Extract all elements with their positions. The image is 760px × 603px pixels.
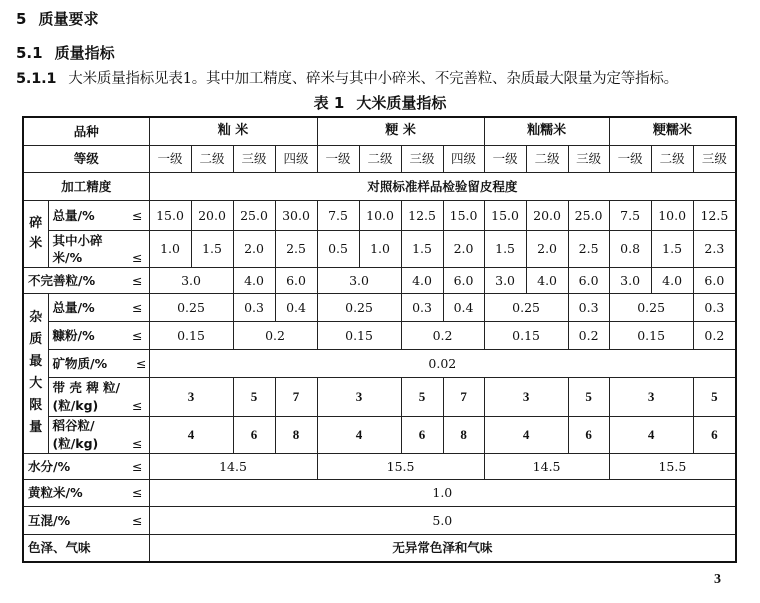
label-text: 总量/% [52,207,95,223]
variety-japonica-glutinous: 粳糯米 [609,117,736,145]
broken-total-row [23,200,736,230]
label-line2: (粒/kg) [52,397,99,413]
value-cell: 0.2 [568,321,609,349]
value-cell: 20.0 [191,200,233,230]
moisture-label [23,453,149,479]
label-line1: 其中小碎 [52,232,103,248]
label-line2: 米/% [52,249,83,265]
value-cell: 20.0 [526,200,568,230]
label-line1: 稻谷粒/ [52,417,95,433]
label-text: 总量/% [52,299,95,315]
value-cell: 4 [317,416,401,453]
value-cell: 15.5 [609,453,736,479]
value-cell: 25.0 [568,200,609,230]
value-cell: 3 [484,377,568,416]
section-number: 5 [16,10,27,28]
value-cell: 15.0 [149,200,191,230]
value-cell: 6 [401,416,443,453]
value-cell: 0.25 [484,293,568,321]
value-cell: 14.5 [484,453,609,479]
yellow-label [23,479,149,506]
value-cell: 1.0 [149,230,191,267]
value-cell: 0.25 [609,293,693,321]
broken-small-row [23,230,736,267]
value-cell: 1.0 [149,479,736,506]
grade-cell: 四级 [275,145,317,172]
value-cell: 0.15 [609,321,693,349]
value-cell: 0.15 [149,321,233,349]
color-odor-label: 色泽、气味 [23,534,149,562]
value-cell: 0.25 [149,293,233,321]
mixing-label [23,506,149,534]
value-cell: 0.5 [317,230,359,267]
broken-group-text: 碎米 [29,215,43,251]
rice-quality-table [22,116,737,563]
bran-label [48,321,149,349]
value-cell: 25.0 [233,200,275,230]
value-cell: 4.0 [401,267,443,293]
value-cell: 4 [484,416,568,453]
value-cell: 0.3 [233,293,275,321]
value-cell: 3.0 [484,267,526,293]
broken-total-label [48,200,149,230]
subsection-title: 质量指标 [54,44,115,62]
grade-cell: 二级 [191,145,233,172]
value-cell: 4 [149,416,233,453]
processing-label: 加工精度 [23,172,149,200]
value-cell: 3.0 [149,267,233,293]
value-cell: 0.15 [484,321,568,349]
value-cell: 3.0 [317,267,401,293]
group-char: 大 [29,376,43,391]
le-sign: ≤ [132,435,143,451]
grade-cell: 三级 [401,145,443,172]
le-sign: ≤ [132,327,143,343]
value-cell: 0.02 [149,349,736,377]
value-cell: 无异常色泽和气味 [149,534,736,562]
impurity-total-row [23,293,736,321]
value-cell: 6.0 [693,267,736,293]
subsection-number: 5.1 [16,44,43,62]
value-cell: 7 [275,377,317,416]
value-cell: 10.0 [651,200,693,230]
bran-row [23,321,736,349]
grade-cell: 一级 [149,145,191,172]
barnyard-label [48,377,149,416]
label-line2: (粒/kg) [52,435,99,451]
value-cell: 5.0 [149,506,736,534]
value-cell: 4.0 [526,267,568,293]
value-cell: 2.0 [443,230,484,267]
section-title: 质量要求 [38,10,99,28]
value-cell: 1.5 [651,230,693,267]
section-heading [16,8,98,29]
value-cell: 15.5 [317,453,484,479]
variety-row [23,117,736,145]
le-sign: ≤ [136,355,147,371]
value-cell: 8 [275,416,317,453]
grade-cell: 三级 [568,145,609,172]
value-cell: 3 [317,377,401,416]
le-sign: ≤ [132,512,143,528]
subsection-heading [16,42,115,63]
label-text: 矿物质/% [52,355,108,371]
le-sign: ≤ [132,272,143,288]
le-sign: ≤ [132,207,143,223]
clause-paragraph [16,67,678,88]
value-cell: 6.0 [275,267,317,293]
value-cell: 7.5 [609,200,651,230]
value-cell: 2.5 [568,230,609,267]
grade-cell: 二级 [359,145,401,172]
value-cell: 14.5 [149,453,317,479]
group-char: 限 [29,398,43,413]
value-cell: 0.25 [317,293,401,321]
value-cell: 6 [693,416,736,453]
paddy-label [48,416,149,453]
label-line1: 带 壳 稗 粒/ [52,379,121,395]
imperfect-row [23,267,736,293]
group-char: 量 [29,420,43,435]
mixing-row [23,506,736,534]
variety-indica: 籼 米 [149,117,317,145]
grade-cell: 三级 [693,145,736,172]
processing-value: 对照标准样品检验留皮程度 [149,172,736,200]
value-cell: 2.0 [233,230,275,267]
value-cell: 0.4 [443,293,484,321]
value-cell: 10.0 [359,200,401,230]
value-cell: 1.0 [359,230,401,267]
group-char: 最 [29,354,43,369]
label-text: 不完善粒/% [28,272,96,288]
grade-row [23,145,736,172]
impurity-total-label [48,293,149,321]
value-cell: 5 [693,377,736,416]
yellow-row [23,479,736,506]
table-caption-title: 大米质量指标 [356,94,447,112]
grade-cell: 一级 [609,145,651,172]
value-cell: 0.8 [609,230,651,267]
impurity-group-label [23,293,48,453]
value-cell: 1.5 [484,230,526,267]
value-cell: 5 [568,377,609,416]
value-cell: 4 [609,416,693,453]
le-sign: ≤ [132,397,143,413]
clause-text: 大米质量指标见表1。其中加工精度、碎米与其中小碎米、不完善粒、杂质最大限量为定等指标。 [68,71,678,87]
value-cell: 0.3 [568,293,609,321]
value-cell: 3 [609,377,693,416]
value-cell: 6.0 [443,267,484,293]
color-odor-row [23,534,736,562]
value-cell: 7.5 [317,200,359,230]
variety-label: 品种 [23,117,149,145]
value-cell: 4.0 [651,267,693,293]
value-cell: 4.0 [233,267,275,293]
value-cell: 2.3 [693,230,736,267]
value-cell: 1.5 [191,230,233,267]
value-cell: 0.3 [401,293,443,321]
broken-group-label [23,200,48,267]
processing-row [23,172,736,200]
clause-number: 5.1.1 [16,71,57,87]
grade-cell: 一级 [484,145,526,172]
value-cell: 8 [443,416,484,453]
label-text: 互混/% [28,512,71,528]
label-text: 水分/% [28,458,71,474]
value-cell: 3.0 [609,267,651,293]
value-cell: 6.0 [568,267,609,293]
variety-indica-glutinous: 籼糯米 [484,117,609,145]
value-cell: 3 [149,377,233,416]
group-char: 杂 [29,310,43,325]
value-cell: 5 [401,377,443,416]
grade-cell: 四级 [443,145,484,172]
barnyard-row [23,377,736,416]
page-number: 3 [714,572,721,587]
imperfect-label [23,267,149,293]
group-char: 质 [29,332,43,347]
grade-cell: 三级 [233,145,275,172]
variety-japonica: 粳 米 [317,117,484,145]
broken-small-label [48,230,149,267]
value-cell: 12.5 [401,200,443,230]
value-cell: 1.5 [401,230,443,267]
value-cell: 0.15 [317,321,401,349]
value-cell: 6 [233,416,275,453]
value-cell: 6 [568,416,609,453]
value-cell: 15.0 [484,200,526,230]
table-caption [0,92,760,113]
le-sign: ≤ [132,299,143,315]
table-caption-number: 表 1 [313,94,345,112]
value-cell: 2.0 [526,230,568,267]
paddy-row [23,416,736,453]
value-cell: 15.0 [443,200,484,230]
value-cell: 0.2 [693,321,736,349]
grade-cell: 二级 [651,145,693,172]
grade-cell: 一级 [317,145,359,172]
value-cell: 12.5 [693,200,736,230]
value-cell: 0.3 [693,293,736,321]
le-sign: ≤ [132,485,143,500]
grade-cell: 二级 [526,145,568,172]
mineral-label [48,349,149,377]
label-text: 糠粉/% [52,327,95,343]
mineral-row [23,349,736,377]
value-cell: 0.2 [401,321,484,349]
le-sign: ≤ [132,458,143,474]
value-cell: 7 [443,377,484,416]
value-cell: 0.4 [275,293,317,321]
moisture-row [23,453,736,479]
value-cell: 0.2 [233,321,317,349]
grade-label: 等级 [23,145,149,172]
value-cell: 30.0 [275,200,317,230]
label-text: 黄粒米/% [28,485,83,500]
value-cell: 5 [233,377,275,416]
le-sign: ≤ [132,249,143,265]
value-cell: 2.5 [275,230,317,267]
